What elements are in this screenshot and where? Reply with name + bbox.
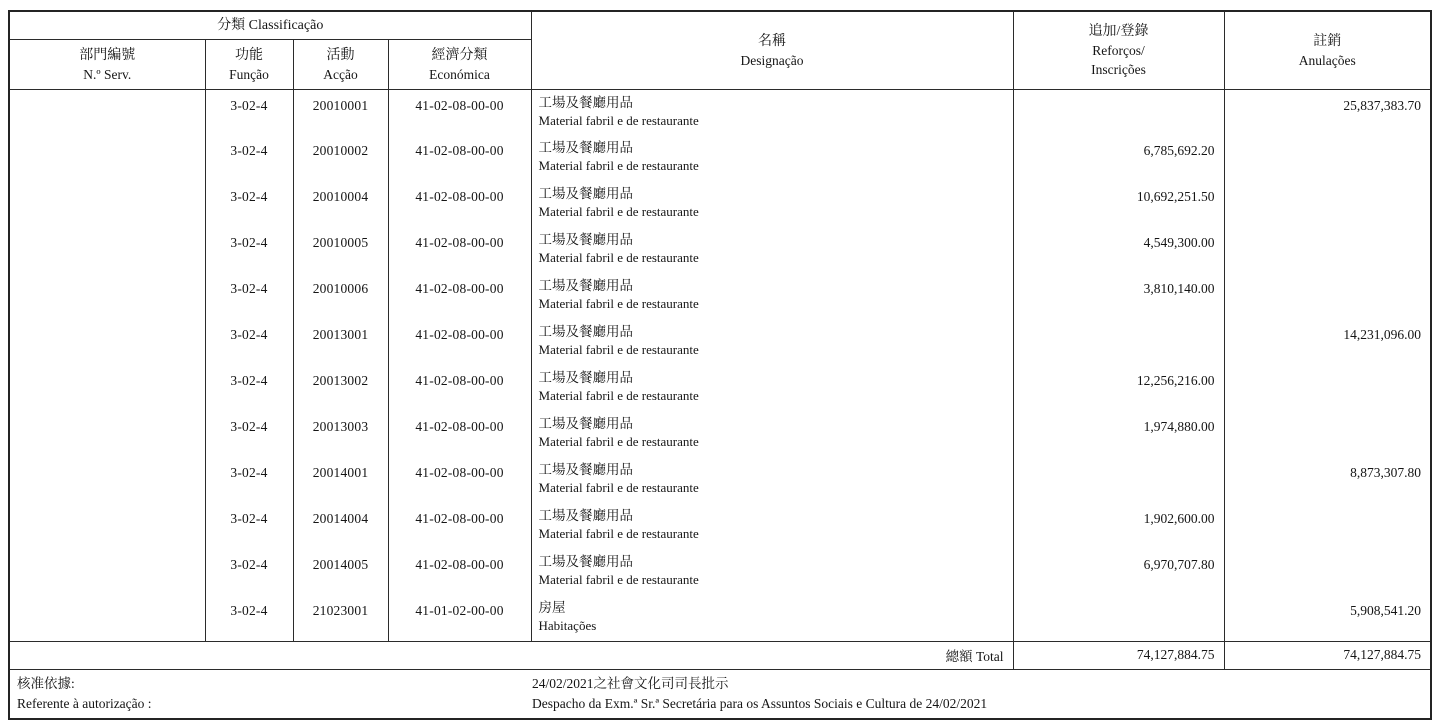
table-header (9, 11, 1431, 89)
cell-dept (9, 181, 205, 227)
cell-anulacao (1224, 411, 1431, 457)
cell-accao: 20010001 (293, 89, 388, 135)
designacao-label-zh: 名稱 (758, 33, 787, 49)
cell-reforco (1013, 457, 1224, 503)
authorization-row (9, 669, 1431, 719)
cell-accao: 21023001 (293, 595, 388, 641)
cell-anulacao (1224, 181, 1431, 227)
cell-anulacao: 5,908,541.20 (1224, 595, 1431, 641)
header-accao (293, 39, 388, 89)
cell-dept (9, 273, 205, 319)
cell-economica: 41-02-08-00-00 (388, 319, 531, 365)
designacao-zh: 工場及餐廳用品 (538, 554, 634, 569)
cell-anulacao (1224, 227, 1431, 273)
cell-economica: 41-02-08-00-00 (388, 181, 531, 227)
designacao-pt: Material fabril e de restaurante (538, 388, 699, 403)
total-row (9, 641, 1431, 669)
dept-label-pt: N.º Serv. (83, 66, 132, 82)
designacao-pt: Material fabril e de restaurante (538, 250, 699, 265)
header-classification-group (9, 11, 531, 39)
cell-reforco: 1,902,600.00 (1013, 503, 1224, 549)
designacao-pt: Material fabril e de restaurante (538, 112, 699, 128)
cell-dept (9, 227, 205, 273)
cell-economica: 41-02-08-00-00 (388, 273, 531, 319)
designacao-pt: Material fabril e de restaurante (538, 526, 699, 541)
authorization-label-zh: 核准依據: (17, 675, 75, 691)
cell-funcao: 3-02-4 (205, 319, 293, 365)
authorization-label-pt: Referente à autorização : (17, 695, 152, 711)
table-row (9, 411, 1431, 457)
table-row (9, 595, 1431, 641)
cell-dept (9, 457, 205, 503)
designacao-pt: Material fabril e de restaurante (538, 342, 699, 357)
cell-accao: 20014005 (293, 549, 388, 595)
cell-anulacao (1224, 135, 1431, 181)
header-economica (388, 39, 531, 89)
anulacoes-label-pt: Anulações (1298, 52, 1356, 68)
economica-label-pt: Económica (429, 66, 490, 82)
table-row (9, 273, 1431, 319)
designacao-zh: 房屋 (538, 600, 566, 615)
cell-designacao (531, 549, 1013, 595)
cell-funcao: 3-02-4 (205, 411, 293, 457)
cell-reforco: 4,549,300.00 (1013, 227, 1224, 273)
cell-anulacao: 25,837,383.70 (1224, 89, 1431, 135)
designacao-zh: 工場及餐廳用品 (538, 232, 634, 247)
cell-designacao (531, 89, 1013, 135)
cell-reforco: 1,974,880.00 (1013, 411, 1224, 457)
authorization-text-zh: 24/02/2021之社會文化司司長批示 (532, 675, 729, 691)
table-row (9, 89, 1431, 135)
cell-funcao: 3-02-4 (205, 227, 293, 273)
cell-designacao (531, 595, 1013, 641)
cell-designacao (531, 273, 1013, 319)
cell-economica: 41-02-08-00-00 (388, 411, 531, 457)
cell-designacao (531, 457, 1013, 503)
reforcos-label-pt2: Inscrições (1091, 62, 1146, 78)
cell-anulacao: 8,873,307.80 (1224, 457, 1431, 503)
cell-reforco: 6,785,692.20 (1013, 135, 1224, 181)
table-row (9, 365, 1431, 411)
cell-dept (9, 89, 205, 135)
dept-label-zh: 部門編號 (79, 47, 136, 63)
cell-accao: 20010005 (293, 227, 388, 273)
cell-reforco: 3,810,140.00 (1013, 273, 1224, 319)
table-row (9, 503, 1431, 549)
cell-accao: 20013002 (293, 365, 388, 411)
cell-designacao (531, 365, 1013, 411)
cell-funcao: 3-02-4 (205, 549, 293, 595)
economica-label-zh: 經濟分類 (431, 47, 488, 63)
authorization-text (532, 674, 1430, 714)
cell-economica: 41-02-08-00-00 (388, 135, 531, 181)
designacao-pt: Habitações (538, 618, 597, 633)
cell-economica: 41-01-02-00-00 (388, 595, 531, 641)
cell-reforco: 10,692,251.50 (1013, 181, 1224, 227)
cell-accao: 20013001 (293, 319, 388, 365)
cell-accao: 20013003 (293, 411, 388, 457)
cell-reforco: 6,970,707.80 (1013, 549, 1224, 595)
cell-accao: 20010002 (293, 135, 388, 181)
designacao-pt: Material fabril e de restaurante (538, 158, 699, 173)
designacao-pt: Material fabril e de restaurante (538, 572, 699, 587)
cell-designacao (531, 181, 1013, 227)
reforcos-label-pt1: Reforços/ (1092, 43, 1145, 59)
cell-accao: 20014001 (293, 457, 388, 503)
total-label: 總額 Total (9, 641, 1013, 669)
document-sheet (8, 10, 1430, 720)
table-row (9, 549, 1431, 595)
table-row (9, 181, 1431, 227)
designacao-zh: 工場及餐廳用品 (538, 324, 634, 339)
cell-designacao (531, 503, 1013, 549)
cell-designacao (531, 319, 1013, 365)
funcao-label-zh: 功能 (235, 47, 263, 63)
cell-anulacao (1224, 273, 1431, 319)
designacao-zh: 工場及餐廳用品 (538, 140, 634, 155)
cell-dept (9, 365, 205, 411)
accao-label-pt: Acção (323, 66, 358, 82)
cell-economica: 41-02-08-00-00 (388, 227, 531, 273)
designacao-zh: 工場及餐廳用品 (538, 370, 634, 385)
cell-reforco: 12,256,216.00 (1013, 365, 1224, 411)
cell-dept (9, 503, 205, 549)
reforcos-label-zh: 追加/登錄 (1088, 24, 1149, 40)
designacao-pt: Material fabril e de restaurante (538, 204, 699, 219)
table-row (9, 227, 1431, 273)
table-row (9, 319, 1431, 365)
anulacoes-label-zh: 註銷 (1313, 33, 1342, 49)
table-row (9, 135, 1431, 181)
authorization-cell (9, 669, 1431, 719)
header-designacao (531, 11, 1013, 89)
cell-designacao (531, 411, 1013, 457)
cell-designacao (531, 135, 1013, 181)
designacao-pt: Material fabril e de restaurante (538, 480, 699, 495)
designacao-zh: 工場及餐廳用品 (538, 94, 634, 110)
cell-anulacao (1224, 365, 1431, 411)
funcao-label-pt: Função (229, 66, 269, 82)
cell-economica: 41-02-08-00-00 (388, 457, 531, 503)
authorization-text-pt: Despacho da Exm.ª Sr.ª Secretária para os Assuntos Sociais e Cultura de 24/02/2021 (532, 695, 988, 711)
cell-accao: 20010004 (293, 181, 388, 227)
cell-funcao: 3-02-4 (205, 365, 293, 411)
header-funcao (205, 39, 293, 89)
cell-reforco (1013, 89, 1224, 135)
cell-funcao: 3-02-4 (205, 181, 293, 227)
header-anulacoes (1224, 11, 1431, 89)
cell-economica: 41-02-08-00-00 (388, 365, 531, 411)
cell-funcao: 3-02-4 (205, 595, 293, 641)
cell-dept (9, 411, 205, 457)
cell-funcao: 3-02-4 (205, 273, 293, 319)
cell-accao: 20010006 (293, 273, 388, 319)
header-dept (9, 39, 205, 89)
authorization-label (17, 674, 532, 714)
header-reforcos (1013, 11, 1224, 89)
cell-accao: 20014004 (293, 503, 388, 549)
cell-funcao: 3-02-4 (205, 89, 293, 135)
cell-dept (9, 595, 205, 641)
designacao-pt: Material fabril e de restaurante (538, 434, 699, 449)
accao-label-zh: 活動 (326, 47, 355, 63)
table-row (9, 457, 1431, 503)
designacao-zh: 工場及餐廳用品 (538, 278, 634, 293)
total-anulacao: 74,127,884.75 (1224, 641, 1431, 669)
cell-economica: 41-02-08-00-00 (388, 89, 531, 135)
total-reforco: 74,127,884.75 (1013, 641, 1224, 669)
cell-economica: 41-02-08-00-00 (388, 549, 531, 595)
designacao-zh: 工場及餐廳用品 (538, 462, 634, 477)
cell-anulacao (1224, 503, 1431, 549)
cell-economica: 41-02-08-00-00 (388, 503, 531, 549)
cell-dept (9, 135, 205, 181)
designacao-label-pt: Designação (740, 52, 804, 68)
budget-table (8, 10, 1432, 720)
cell-anulacao: 14,231,096.00 (1224, 319, 1431, 365)
designacao-zh: 工場及餐廳用品 (538, 508, 634, 523)
cell-funcao: 3-02-4 (205, 135, 293, 181)
cell-anulacao (1224, 549, 1431, 595)
cell-dept (9, 549, 205, 595)
designacao-pt: Material fabril e de restaurante (538, 296, 699, 311)
cell-reforco (1013, 319, 1224, 365)
cell-funcao: 3-02-4 (205, 503, 293, 549)
table-body (9, 89, 1431, 719)
cell-funcao: 3-02-4 (205, 457, 293, 503)
cell-designacao (531, 227, 1013, 273)
cell-dept (9, 319, 205, 365)
cell-reforco (1013, 595, 1224, 641)
designacao-zh: 工場及餐廳用品 (538, 186, 634, 201)
designacao-zh: 工場及餐廳用品 (538, 416, 634, 431)
classification-group-label: 分類 Classificação (217, 18, 324, 34)
